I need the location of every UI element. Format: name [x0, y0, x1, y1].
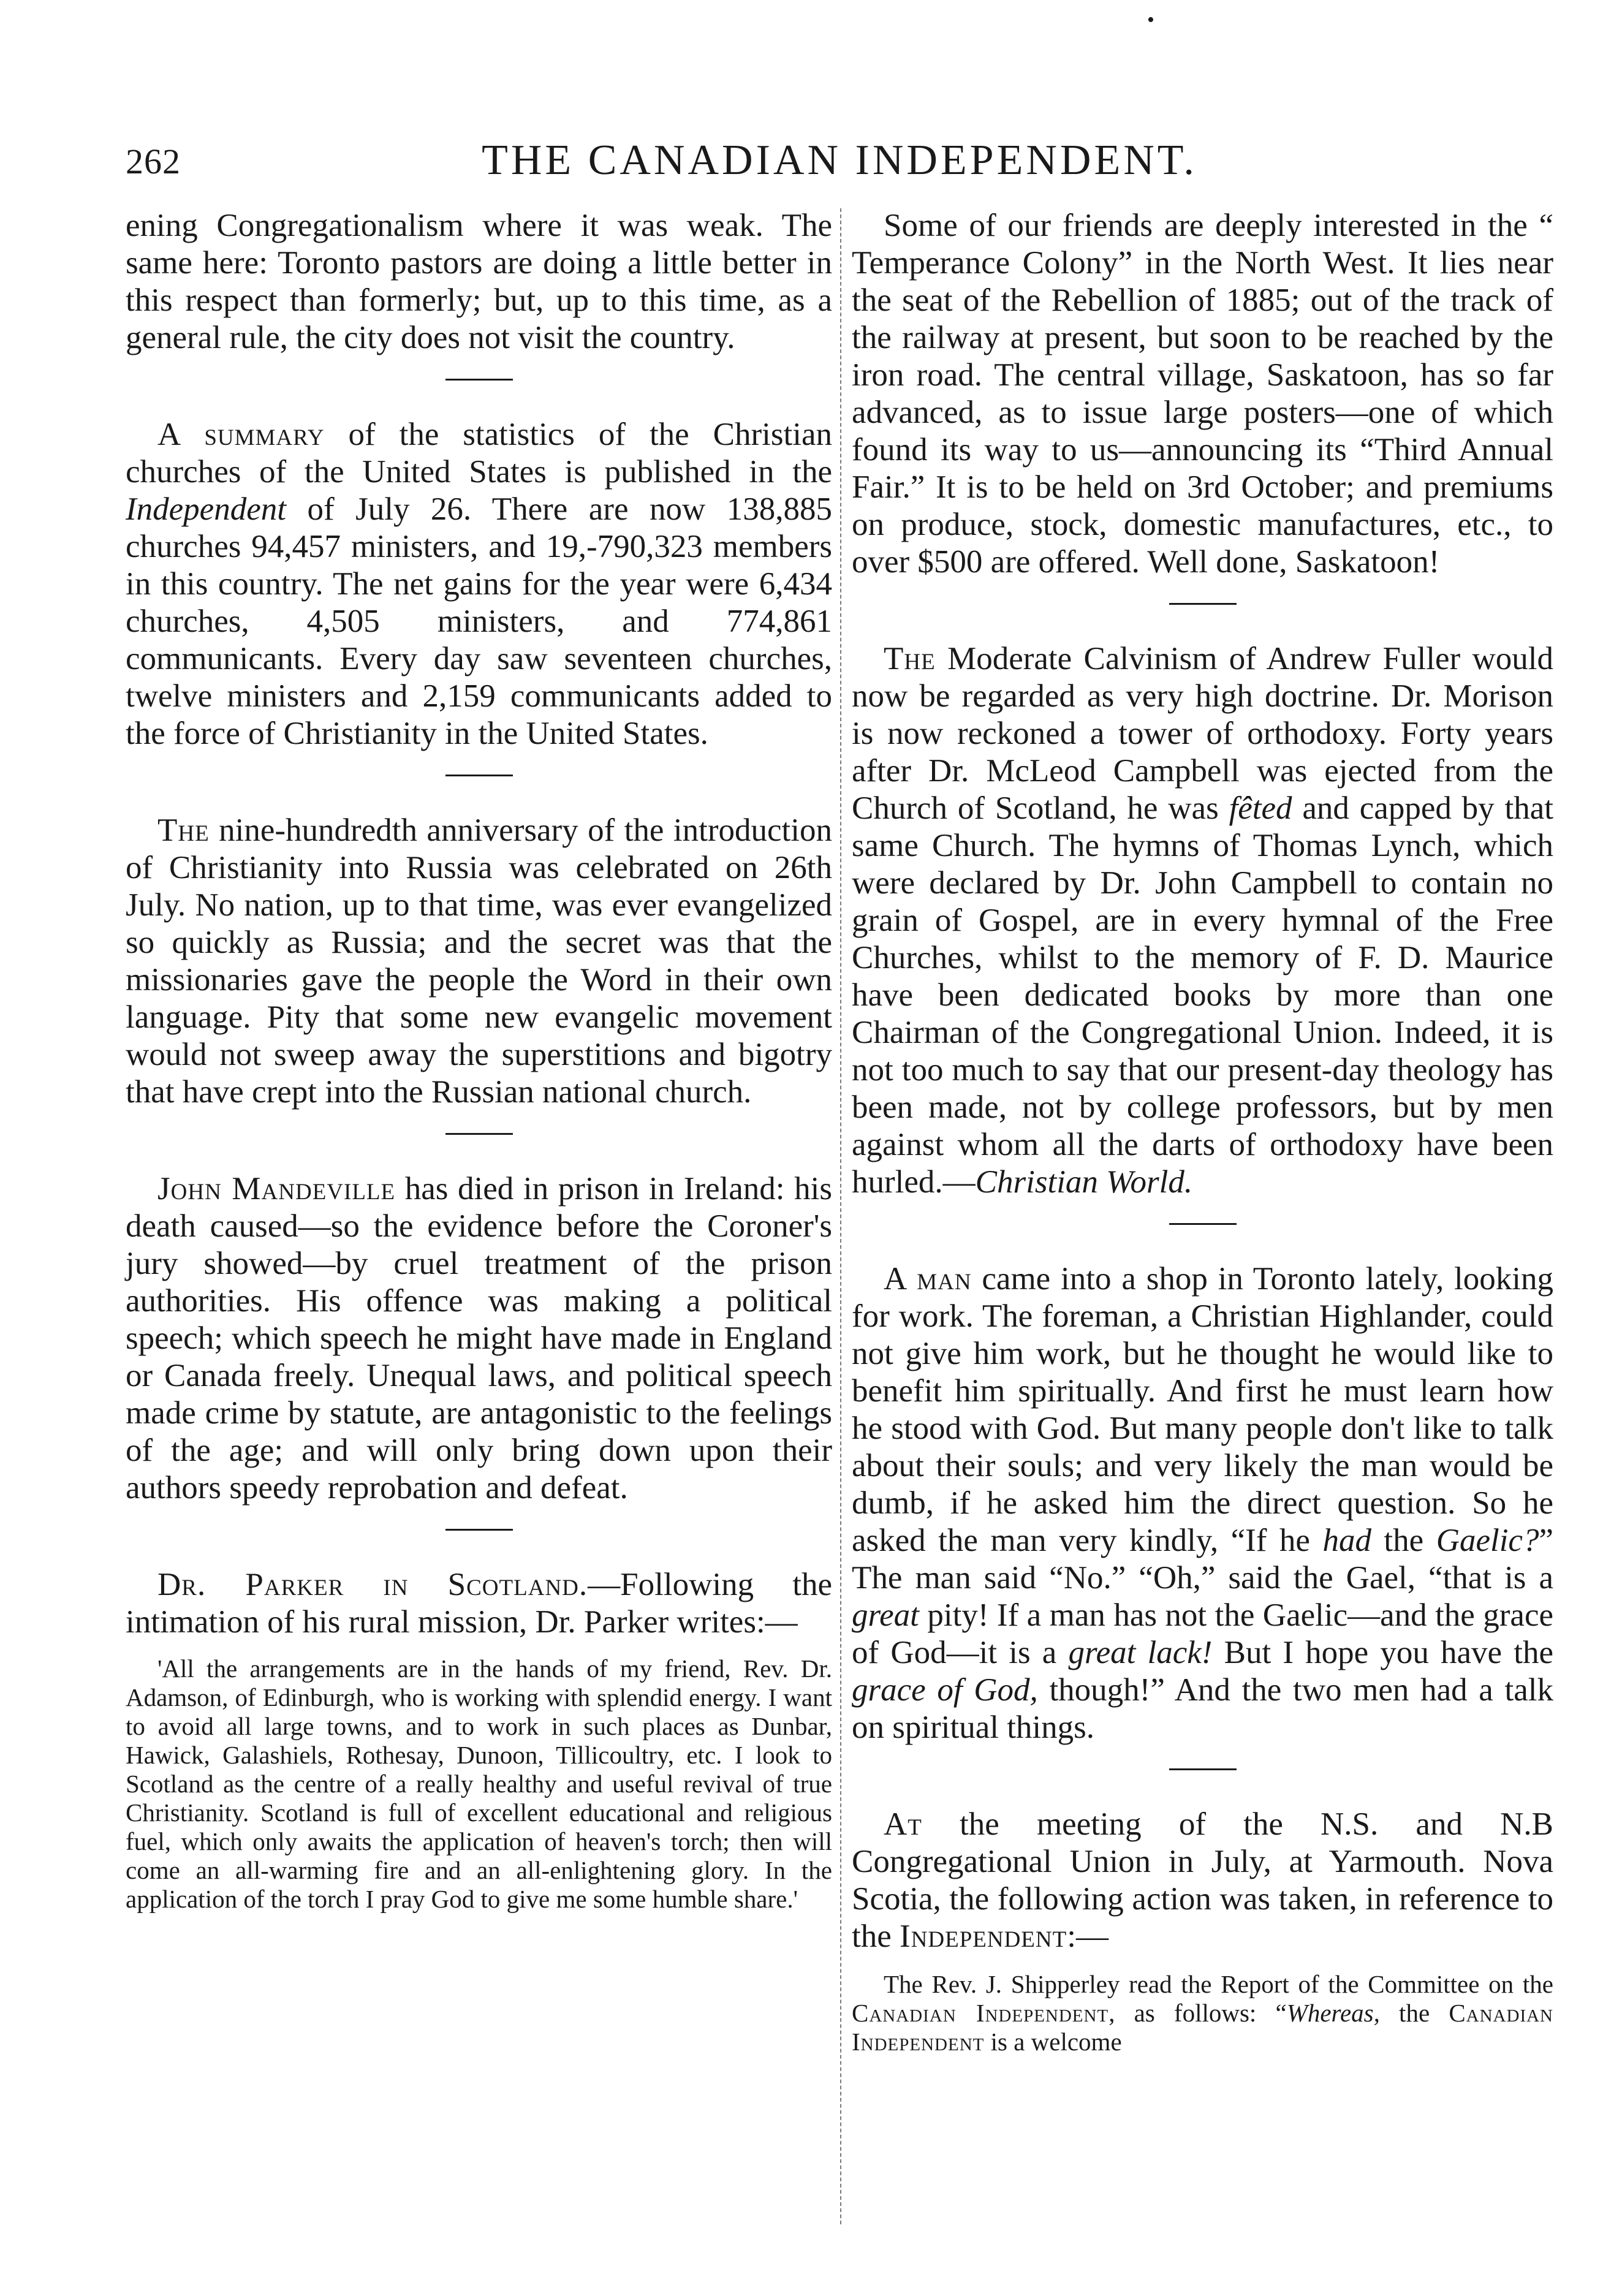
section-separator	[1169, 1768, 1237, 1770]
paragraph-parker: Dr. Parker in Scotland.—Following the intimation of his rural mission, Dr. Parker writes:—	[126, 1567, 832, 1640]
committee-report: The Rev. J. Shipperley read the Report of the Committee on the Canadian Independent, as follows: “Whereas, the Canadian Independent is a welcome	[852, 1970, 1553, 2056]
parker-quote: 'All the arrangements are in the hands of my friend, Rev. Dr. Adamson, of Edinburgh, who is working with splendid energy. I want to avoid all large towns, and to work in such places as Dunbar, Hawick, Galashiels, Rothesay, Dunoon, Tillicoultry, etc. I look to Scotland as the centre of a really healthy and useful revival of true Christianity. Scotland is full of excellent educational and religious fuel, which only awaits the application of heaven's torch; then will come an all-warming fire and an all-enlightening glory. In the application of the torch I pray God to give me some humble share.'	[126, 1654, 832, 1913]
paragraph-saskatoon: Some of our friends are deeply interested in the “ Temperance Colony” in the North West. It lies near the seat of the Rebellion of 1885; out of the track of the railway at present, but soon to be reached by the iron road. The central village, Saskatoon, has so far advanced, as to issue large posters—one of which found its way to us—announcing its “Third Annual Fair.” It is to be held on 3rd October; and premiums on produce, stock, domestic manufactures, etc., to over $500 are offered. Well done, Saskatoon!	[852, 208, 1553, 580]
lead-words: The	[157, 813, 210, 848]
paragraph-congregationalism: ening Congregationalism where it was weak. The same here: Toronto pastors are doing a little better in this respect than formerly; but, up to this time, as a general rule, the city does not visit the country.	[126, 208, 832, 355]
paragraph-statistics: A summary of the statistics of the Christian churches of the United States is published in the Independent of July 26. There are now 138,885 churches 94,457 ministers, and 19,-790,323 members in this country. The net gains for the year were 6,434 churches, 4,505 ministers, and 774,861 communicants. Every day saw seventeen churches, twelve ministers and 2,159 communicants added to the force of Christianity in the United States.	[126, 417, 832, 751]
section-separator	[1169, 1223, 1237, 1225]
section-separator	[445, 1133, 513, 1135]
page-header	[126, 136, 1553, 191]
section-separator	[445, 1529, 513, 1531]
lead-words: At	[884, 1806, 922, 1842]
paragraph-gaelic: A man came into a shop in Toronto lately, looking for work. The foreman, a Christian Highlander, could not give him work, but he thought he would like to benefit him spiritually. And first he must learn how he stood with God. But many people don't like to talk about their souls; and very likely the man would be dumb, if he asked him the direct question. So he asked the man very kindly, “If he had the Gaelic?” The man said “No.” “Oh,” said the Gael, “that is a great pity! If a man has not the Gaelic—and the grace of God—it is a great lack! But I hope you have the grace of God, though!” And the two men had a talk on spiritual things.	[852, 1261, 1553, 1745]
paragraph-union-meeting: At the meeting of the N.S. and N.B Congregational Union in July, at Yarmouth. Nova Scotia, the following action was taken, in reference to the Independent:—	[852, 1806, 1553, 1954]
paragraph-russia: The nine-hundredth anniversary of the introduction of Christianity into Russia was celebrated on 26th July. No nation, up to that time, was ever evangelized so quickly as Russia; and the secret was that the missionaries gave the people the Word in their own language. Pity that some new evangelic movement would not sweep away the superstitions and bigotry that have crept into the Russian national church.	[126, 813, 832, 1110]
lead-words: A summary	[157, 417, 325, 452]
section-separator	[1169, 603, 1237, 605]
print-mark: •	[1147, 9, 1154, 31]
journal-title: THE CANADIAN INDEPENDENT.	[482, 137, 1197, 184]
section-separator	[445, 379, 513, 381]
source-attribution: Christian World.	[975, 1164, 1193, 1200]
lead-words: Dr. Parker in Scotland.	[157, 1567, 588, 1602]
page-number: 262	[126, 142, 181, 181]
right-column	[852, 207, 1553, 2056]
column-divider	[840, 208, 841, 2224]
section-separator	[445, 775, 513, 776]
lead-words: A man	[884, 1261, 972, 1297]
paragraph-mandeville: John Mandeville has died in prison in Ireland: his death caused—so the evidence before the Coroner's jury showed—by cruel treatment of the prison authorities. His offence was making a political speech; which speech he might have made in England or Canada freely. Unequal laws, and political speech made crime by statute, are antagonistic to the feelings of the age; and will only bring down upon their authors speedy reprobation and defeat.	[126, 1171, 832, 1506]
paragraph-calvinism: The Moderate Calvinism of Andrew Fuller would now be regarded as very high doctrine. Dr. Morison is now reckoned a tower of orthodoxy. Forty years after Dr. McLeod Campbell was ejected from the Church of Scotland, he was fêted and capped by that same Church. The hymns of Thomas Lynch, which were declared by Dr. John Campbell to contain no grain of Gospel, are in every hymnal of the Free Churches, whilst to the memory of F. D. Maurice have been dedicated books by more than one Chairman of the Congregational Union. Indeed, it is not too much to say that our present-day theology has been made, not by college professors, but by men against whom all the darts of orthodoxy have been hurled.—Christian World.	[852, 641, 1553, 1200]
journal-reference: Independent	[126, 491, 286, 527]
left-column	[126, 207, 832, 1914]
lead-words: The	[884, 641, 936, 676]
lead-words: John Mandeville	[157, 1171, 396, 1207]
